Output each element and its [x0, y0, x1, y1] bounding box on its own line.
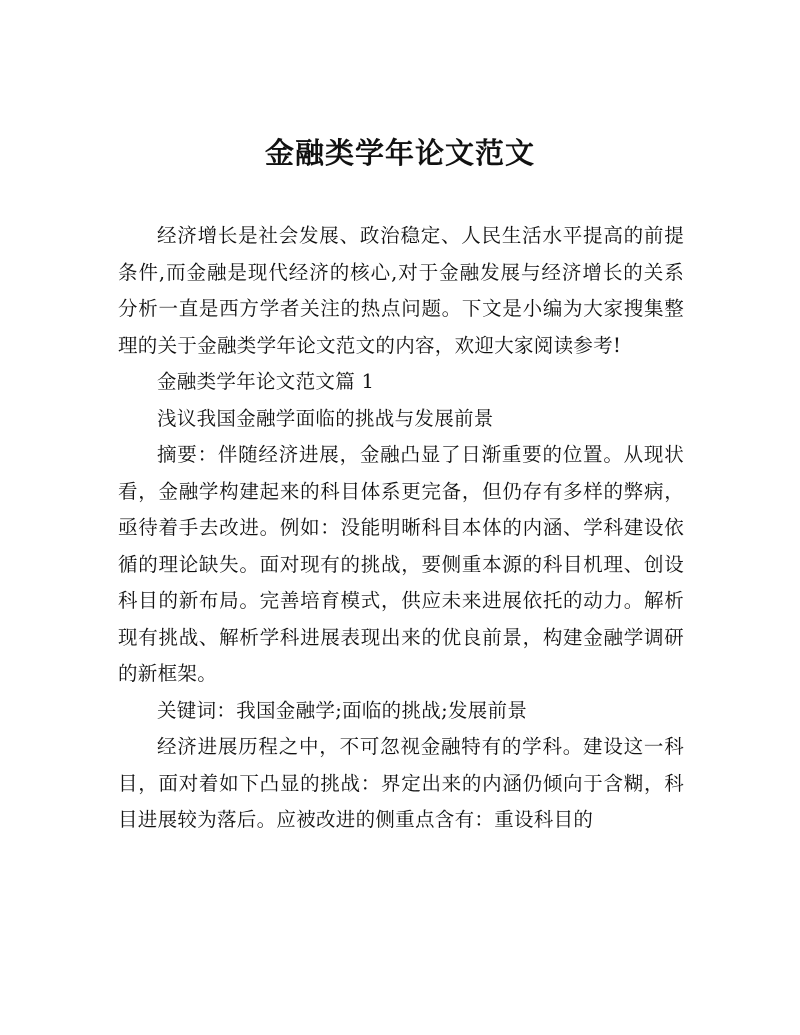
- article-heading: 金融类学年论文范文篇 1: [157, 370, 375, 393]
- intro-paragraph: 经济增长是社会发展、政治稳定、人民生活水平提高的前提条件,而金融是现代经济的核心,对于金融发展与经济增长的关系分析一直是西方学者关注的热点问题。下文是小编为大家搜集整理的关于金融类学年论文范文的内容，欢迎大家阅读参考!: [118, 224, 684, 357]
- keywords-paragraph: 关键词：我国金融学;面临的挑战;发展前景: [157, 698, 528, 722]
- document-body: [118, 218, 684, 839]
- body-paragraph: 经济进展历程之中，不可忽视金融特有的学科。建设这一科目，面对着如下凸显的挑战：界定出来的内涵仍倾向于含糊，科目进展较为落后。应被改进的侧重点含有：重设科目的: [118, 735, 684, 831]
- abstract-paragraph: 摘要：伴随经济进展，金融凸显了日渐重要的位置。从现状看，金融学构建起来的科目体系更完备，但仍存有多样的弊病，亟待着手去改进。例如：没能明晰科目本体的内涵、学科建设依循的理论缺失。面对现有的挑战，要侧重本源的科目机理、创设科目的新布局。完善培育模式，供应未来进展依托的动力。解析现有挑战、解析学科进展表现出来的优良前景，构建金融学调研的新框架。: [118, 443, 684, 685]
- article-subtitle: 浅议我国金融学面临的挑战与发展前景: [157, 406, 494, 430]
- document-title: 金融类学年论文范文: [264, 136, 535, 170]
